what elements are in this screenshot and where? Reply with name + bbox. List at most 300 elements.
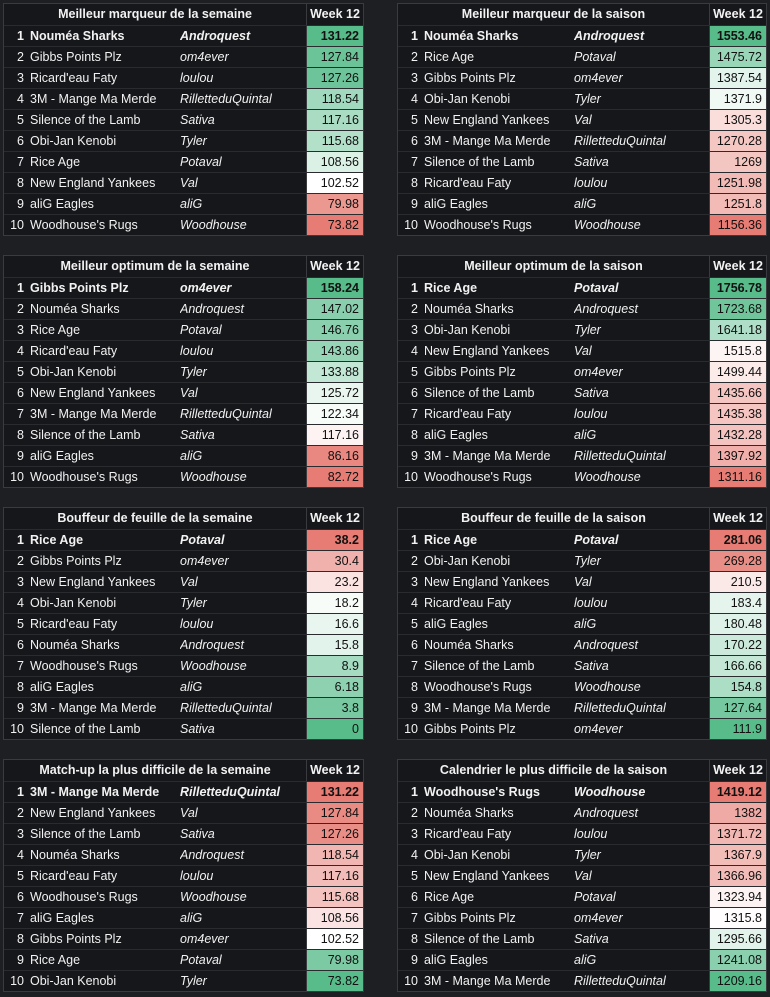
rank-cell: 4	[17, 344, 24, 358]
team-name-cell: Woodhouse's Rugs	[424, 470, 532, 484]
team-name-cell: 3M - Mange Ma Merde	[424, 134, 551, 148]
owner-name-cell: Val	[574, 110, 710, 130]
rank-cell: 3	[411, 323, 418, 337]
rank-cell: 8	[411, 176, 418, 190]
table-row	[4, 88, 363, 109]
owner-name-cell: loulou	[574, 404, 710, 424]
team-name-cell: Silence of the Lamb	[424, 932, 535, 946]
table-row	[4, 130, 363, 151]
owner-name-cell: Potaval	[574, 530, 710, 550]
owner-name-cell: Sativa	[180, 425, 307, 445]
table-row	[4, 403, 363, 424]
score-cell: 131.22	[307, 26, 363, 46]
owner-name-cell: Sativa	[574, 656, 710, 676]
rank-cell: 2	[17, 302, 24, 316]
table-row	[398, 802, 766, 823]
score-cell: 102.52	[307, 173, 363, 193]
table-header	[398, 256, 766, 277]
team-name-cell: Silence of the Lamb	[30, 113, 141, 127]
owner-name-cell: Val	[180, 383, 307, 403]
score-cell: 166.66	[710, 656, 766, 676]
score-cell: 23.2	[307, 572, 363, 592]
owner-name-cell: Tyler	[180, 362, 307, 382]
table-row	[398, 130, 766, 151]
rank-cell: 9	[17, 449, 24, 463]
week-header: Week 12	[713, 511, 763, 525]
score-cell: 102.52	[307, 929, 363, 949]
table-row	[4, 970, 363, 991]
owner-name-cell: Potaval	[574, 278, 710, 298]
table-row	[4, 844, 363, 865]
owner-name-cell: Androquest	[574, 635, 710, 655]
owner-name-cell: aliG	[574, 950, 710, 970]
team-name-cell: New England Yankees	[30, 176, 156, 190]
table-row	[398, 613, 766, 634]
leaderboard-table	[397, 759, 767, 992]
table-row	[4, 886, 363, 907]
score-cell: 269.28	[710, 551, 766, 571]
score-cell: 127.26	[307, 824, 363, 844]
table-row	[4, 781, 363, 802]
team-name-cell: aliG Eagles	[424, 428, 488, 442]
team-name-cell: Ricard'eau Faty	[30, 344, 118, 358]
table-row	[398, 46, 766, 67]
table-row	[398, 403, 766, 424]
table-title: Meilleur optimum de la saison	[398, 256, 710, 277]
score-cell: 16.6	[307, 614, 363, 634]
table-row	[4, 109, 363, 130]
rank-cell: 6	[17, 134, 24, 148]
team-name-cell: aliG Eagles	[424, 617, 488, 631]
rank-cell: 8	[411, 428, 418, 442]
team-name-cell: aliG Eagles	[424, 953, 488, 967]
team-name-cell: New England Yankees	[424, 575, 550, 589]
owner-name-cell: om4ever	[180, 929, 307, 949]
score-cell: 1371.9	[710, 89, 766, 109]
table-row	[398, 907, 766, 928]
score-cell: 1723.68	[710, 299, 766, 319]
rank-cell: 1	[17, 29, 24, 43]
rank-cell: 10	[10, 218, 24, 232]
rank-cell: 3	[411, 71, 418, 85]
owner-name-cell: aliG	[180, 446, 307, 466]
table-row	[398, 781, 766, 802]
owner-name-cell: Tyler	[574, 89, 710, 109]
rank-cell: 1	[17, 533, 24, 547]
team-name-cell: Ricard'eau Faty	[424, 827, 512, 841]
rank-cell: 10	[404, 974, 418, 988]
table-row	[4, 529, 363, 550]
rank-cell: 8	[17, 680, 24, 694]
team-name-cell: 3M - Mange Ma Merde	[30, 701, 157, 715]
table-row	[4, 424, 363, 445]
score-cell: 86.16	[307, 446, 363, 466]
owner-name-cell: Tyler	[574, 320, 710, 340]
owner-name-cell: Sativa	[574, 929, 710, 949]
team-name-cell: Silence of the Lamb	[30, 428, 141, 442]
week-header: Week 12	[310, 259, 360, 273]
score-cell: 1311.16	[710, 467, 766, 487]
owner-name-cell: Woodhouse	[574, 467, 710, 487]
score-cell: 127.26	[307, 68, 363, 88]
table-title: Meilleur optimum de la semaine	[4, 256, 307, 277]
owner-name-cell: loulou	[574, 824, 710, 844]
owner-name-cell: Androquest	[180, 26, 307, 46]
team-name-cell: 3M - Mange Ma Merde	[30, 407, 157, 421]
table-row	[398, 676, 766, 697]
rank-cell: 2	[17, 554, 24, 568]
team-name-cell: Woodhouse's Rugs	[30, 470, 138, 484]
leaderboard-table	[3, 255, 364, 488]
score-cell: 1382	[710, 803, 766, 823]
team-name-cell: 3M - Mange Ma Merde	[424, 449, 551, 463]
table-row	[4, 25, 363, 46]
team-name-cell: Rice Age	[30, 533, 84, 547]
table-row	[398, 277, 766, 298]
score-cell: 180.48	[710, 614, 766, 634]
rank-cell: 7	[17, 659, 24, 673]
team-name-cell: Woodhouse's Rugs	[30, 659, 138, 673]
table-header	[398, 760, 766, 781]
team-name-cell: New England Yankees	[30, 575, 156, 589]
owner-name-cell: Tyler	[574, 845, 710, 865]
rank-cell: 3	[411, 827, 418, 841]
score-cell: 1756.78	[710, 278, 766, 298]
table-title: Bouffeur de feuille de la semaine	[4, 508, 307, 529]
owner-name-cell: Tyler	[574, 551, 710, 571]
owner-name-cell: aliG	[180, 194, 307, 214]
table-row	[398, 970, 766, 991]
score-cell: 210.5	[710, 572, 766, 592]
score-cell: 1315.8	[710, 908, 766, 928]
rank-cell: 7	[411, 155, 418, 169]
table-row	[398, 340, 766, 361]
score-cell: 111.9	[710, 719, 766, 739]
table-row	[4, 823, 363, 844]
rank-cell: 10	[404, 722, 418, 736]
rank-cell: 3	[17, 71, 24, 85]
rank-cell: 4	[411, 596, 418, 610]
score-cell: 108.56	[307, 908, 363, 928]
leaderboard-table	[397, 3, 767, 236]
score-cell: 1641.18	[710, 320, 766, 340]
team-name-cell: Ricard'eau Faty	[30, 71, 118, 85]
team-name-cell: aliG Eagles	[30, 911, 94, 925]
table-row	[4, 277, 363, 298]
owner-name-cell: Androquest	[574, 26, 710, 46]
owner-name-cell: Androquest	[574, 299, 710, 319]
owner-name-cell: Woodhouse	[574, 782, 710, 802]
score-cell: 281.06	[710, 530, 766, 550]
team-name-cell: aliG Eagles	[30, 680, 94, 694]
owner-name-cell: Potaval	[180, 320, 307, 340]
score-cell: 127.64	[710, 698, 766, 718]
table-row	[398, 865, 766, 886]
week-header: Week 12	[713, 259, 763, 273]
team-name-cell: 3M - Mange Ma Merde	[30, 785, 160, 799]
team-name-cell: Ricard'eau Faty	[424, 176, 512, 190]
score-cell: 1269	[710, 152, 766, 172]
rank-cell: 9	[411, 953, 418, 967]
table-row	[398, 109, 766, 130]
rank-cell: 8	[17, 176, 24, 190]
score-cell: 1435.38	[710, 404, 766, 424]
owner-name-cell: RilletteduQuintal	[574, 971, 710, 991]
score-cell: 6.18	[307, 677, 363, 697]
team-name-cell: 3M - Mange Ma Merde	[424, 701, 551, 715]
rank-cell: 6	[17, 638, 24, 652]
table-header	[4, 256, 363, 277]
owner-name-cell: Val	[180, 173, 307, 193]
table-title: Meilleur marqueur de la saison	[398, 4, 710, 25]
table-row	[4, 907, 363, 928]
score-cell: 79.98	[307, 950, 363, 970]
score-cell: 38.2	[307, 530, 363, 550]
team-name-cell: New England Yankees	[424, 869, 550, 883]
score-cell: 1499.44	[710, 362, 766, 382]
team-name-cell: Obi-Jan Kenobi	[424, 323, 511, 337]
rank-cell: 5	[17, 365, 24, 379]
table-row	[4, 949, 363, 970]
team-name-cell: Gibbs Points Plz	[30, 932, 122, 946]
owner-name-cell: Androquest	[180, 299, 307, 319]
table-header	[4, 4, 363, 25]
score-cell: 154.8	[710, 677, 766, 697]
team-name-cell: aliG Eagles	[30, 449, 94, 463]
rank-cell: 1	[411, 29, 418, 43]
rank-cell: 10	[10, 722, 24, 736]
table-row	[4, 67, 363, 88]
owner-name-cell: loulou	[180, 341, 307, 361]
score-cell: 82.72	[307, 467, 363, 487]
table-row	[398, 319, 766, 340]
team-name-cell: Ricard'eau Faty	[30, 869, 118, 883]
team-name-cell: Nouméa Sharks	[30, 29, 125, 43]
team-name-cell: aliG Eagles	[30, 197, 94, 211]
team-name-cell: 3M - Mange Ma Merde	[424, 974, 551, 988]
rank-cell: 4	[17, 92, 24, 106]
owner-name-cell: om4ever	[574, 719, 710, 739]
score-cell: 115.68	[307, 131, 363, 151]
team-name-cell: Rice Age	[30, 323, 81, 337]
table-row	[4, 466, 363, 487]
owner-name-cell: aliG	[574, 614, 710, 634]
owner-name-cell: om4ever	[180, 551, 307, 571]
score-cell: 1371.72	[710, 824, 766, 844]
table-row	[4, 697, 363, 718]
week-header: Week 12	[713, 763, 763, 777]
table-row	[398, 382, 766, 403]
score-cell: 1156.36	[710, 215, 766, 235]
table-row	[4, 865, 363, 886]
owner-name-cell: loulou	[180, 866, 307, 886]
owner-name-cell: Sativa	[180, 824, 307, 844]
score-cell: 1419.12	[710, 782, 766, 802]
score-cell: 0	[307, 719, 363, 739]
team-name-cell: Silence of the Lamb	[424, 386, 535, 400]
rank-cell: 4	[411, 92, 418, 106]
owner-name-cell: loulou	[180, 68, 307, 88]
score-cell: 1475.72	[710, 47, 766, 67]
score-cell: 147.02	[307, 299, 363, 319]
score-cell: 1251.8	[710, 194, 766, 214]
owner-name-cell: Androquest	[180, 635, 307, 655]
rank-cell: 5	[411, 869, 418, 883]
score-cell: 183.4	[710, 593, 766, 613]
rank-cell: 9	[411, 701, 418, 715]
score-cell: 117.16	[307, 425, 363, 445]
table-row	[4, 676, 363, 697]
leaderboard-table	[397, 507, 767, 740]
table-row	[4, 928, 363, 949]
team-name-cell: New England Yankees	[424, 113, 550, 127]
team-name-cell: Rice Age	[30, 953, 81, 967]
team-name-cell: 3M - Mange Ma Merde	[30, 92, 157, 106]
leaderboard-table	[3, 507, 364, 740]
score-cell: 143.86	[307, 341, 363, 361]
rank-cell: 3	[17, 827, 24, 841]
owner-name-cell: Androquest	[180, 845, 307, 865]
table-row	[398, 529, 766, 550]
rank-cell: 4	[17, 848, 24, 862]
team-name-cell: Gibbs Points Plz	[424, 365, 516, 379]
score-cell: 133.88	[307, 362, 363, 382]
rank-cell: 7	[17, 407, 24, 421]
rank-cell: 7	[411, 659, 418, 673]
owner-name-cell: Potaval	[180, 950, 307, 970]
team-name-cell: Woodhouse's Rugs	[30, 890, 138, 904]
rank-cell: 3	[17, 575, 24, 589]
owner-name-cell: Sativa	[574, 152, 710, 172]
rank-cell: 4	[411, 344, 418, 358]
owner-name-cell: Woodhouse	[180, 887, 307, 907]
team-name-cell: Gibbs Points Plz	[424, 911, 516, 925]
team-name-cell: Rice Age	[424, 890, 475, 904]
team-name-cell: Ricard'eau Faty	[424, 596, 512, 610]
rank-cell: 5	[17, 113, 24, 127]
table-header	[4, 508, 363, 529]
table-row	[398, 172, 766, 193]
owner-name-cell: RilletteduQuintal	[180, 782, 307, 802]
score-cell: 3.8	[307, 698, 363, 718]
rank-cell: 7	[411, 911, 418, 925]
table-title: Bouffeur de feuille de la saison	[398, 508, 710, 529]
leaderboard-table	[3, 759, 364, 992]
table-row	[398, 571, 766, 592]
owner-name-cell: Val	[574, 866, 710, 886]
table-row	[4, 592, 363, 613]
score-cell: 1295.66	[710, 929, 766, 949]
team-name-cell: Silence of the Lamb	[424, 155, 535, 169]
rank-cell: 7	[411, 407, 418, 421]
score-cell: 1397.92	[710, 446, 766, 466]
owner-name-cell: Woodhouse	[180, 656, 307, 676]
table-row	[4, 172, 363, 193]
team-name-cell: Silence of the Lamb	[424, 659, 535, 673]
rank-cell: 9	[17, 197, 24, 211]
rank-cell: 2	[17, 50, 24, 64]
table-row	[4, 445, 363, 466]
owner-name-cell: aliG	[574, 425, 710, 445]
week-header: Week 12	[310, 7, 360, 21]
owner-name-cell: Tyler	[180, 971, 307, 991]
score-cell: 122.34	[307, 404, 363, 424]
owner-name-cell: Sativa	[180, 110, 307, 130]
table-row	[398, 928, 766, 949]
table-row	[398, 592, 766, 613]
table-row	[398, 718, 766, 739]
rank-cell: 9	[17, 701, 24, 715]
rank-cell: 9	[17, 953, 24, 967]
score-cell: 1435.66	[710, 383, 766, 403]
team-name-cell: Gibbs Points Plz	[30, 50, 122, 64]
owner-name-cell: Woodhouse	[574, 215, 710, 235]
leaderboard-table	[397, 255, 767, 488]
team-name-cell: Nouméa Sharks	[424, 29, 519, 43]
team-name-cell: New England Yankees	[30, 386, 156, 400]
rank-cell: 6	[17, 386, 24, 400]
owner-name-cell: Val	[180, 572, 307, 592]
score-cell: 18.2	[307, 593, 363, 613]
owner-name-cell: aliG	[180, 908, 307, 928]
score-cell: 1432.28	[710, 425, 766, 445]
rank-cell: 8	[17, 932, 24, 946]
rank-cell: 6	[411, 134, 418, 148]
rank-cell: 1	[17, 785, 24, 799]
score-cell: 131.22	[307, 782, 363, 802]
rank-cell: 10	[10, 974, 24, 988]
rank-cell: 5	[411, 113, 418, 127]
table-row	[4, 298, 363, 319]
owner-name-cell: Potaval	[180, 530, 307, 550]
table-row	[398, 361, 766, 382]
table-row	[4, 46, 363, 67]
team-name-cell: Gibbs Points Plz	[30, 554, 122, 568]
rank-cell: 3	[17, 323, 24, 337]
owner-name-cell: Val	[180, 803, 307, 823]
team-name-cell: Woodhouse's Rugs	[30, 218, 138, 232]
owner-name-cell: Androquest	[574, 803, 710, 823]
owner-name-cell: Val	[574, 341, 710, 361]
table-row	[398, 466, 766, 487]
table-row	[4, 382, 363, 403]
team-name-cell: aliG Eagles	[424, 197, 488, 211]
rank-cell: 1	[411, 533, 418, 547]
team-name-cell: Gibbs Points Plz	[424, 722, 516, 736]
table-row	[398, 844, 766, 865]
owner-name-cell: Potaval	[574, 47, 710, 67]
table-row	[398, 655, 766, 676]
week-header: Week 12	[713, 7, 763, 21]
rank-cell: 2	[411, 50, 418, 64]
score-cell: 1209.16	[710, 971, 766, 991]
table-row	[398, 151, 766, 172]
table-row	[398, 25, 766, 46]
rank-cell: 10	[10, 470, 24, 484]
score-cell: 73.82	[307, 215, 363, 235]
team-name-cell: Nouméa Sharks	[424, 638, 514, 652]
table-row	[398, 193, 766, 214]
table-row	[398, 697, 766, 718]
table-row	[398, 424, 766, 445]
table-row	[398, 823, 766, 844]
owner-name-cell: aliG	[574, 194, 710, 214]
rank-cell: 4	[411, 848, 418, 862]
score-cell: 108.56	[307, 152, 363, 172]
table-row	[398, 886, 766, 907]
team-name-cell: Obi-Jan Kenobi	[424, 848, 511, 862]
owner-name-cell: Sativa	[574, 383, 710, 403]
